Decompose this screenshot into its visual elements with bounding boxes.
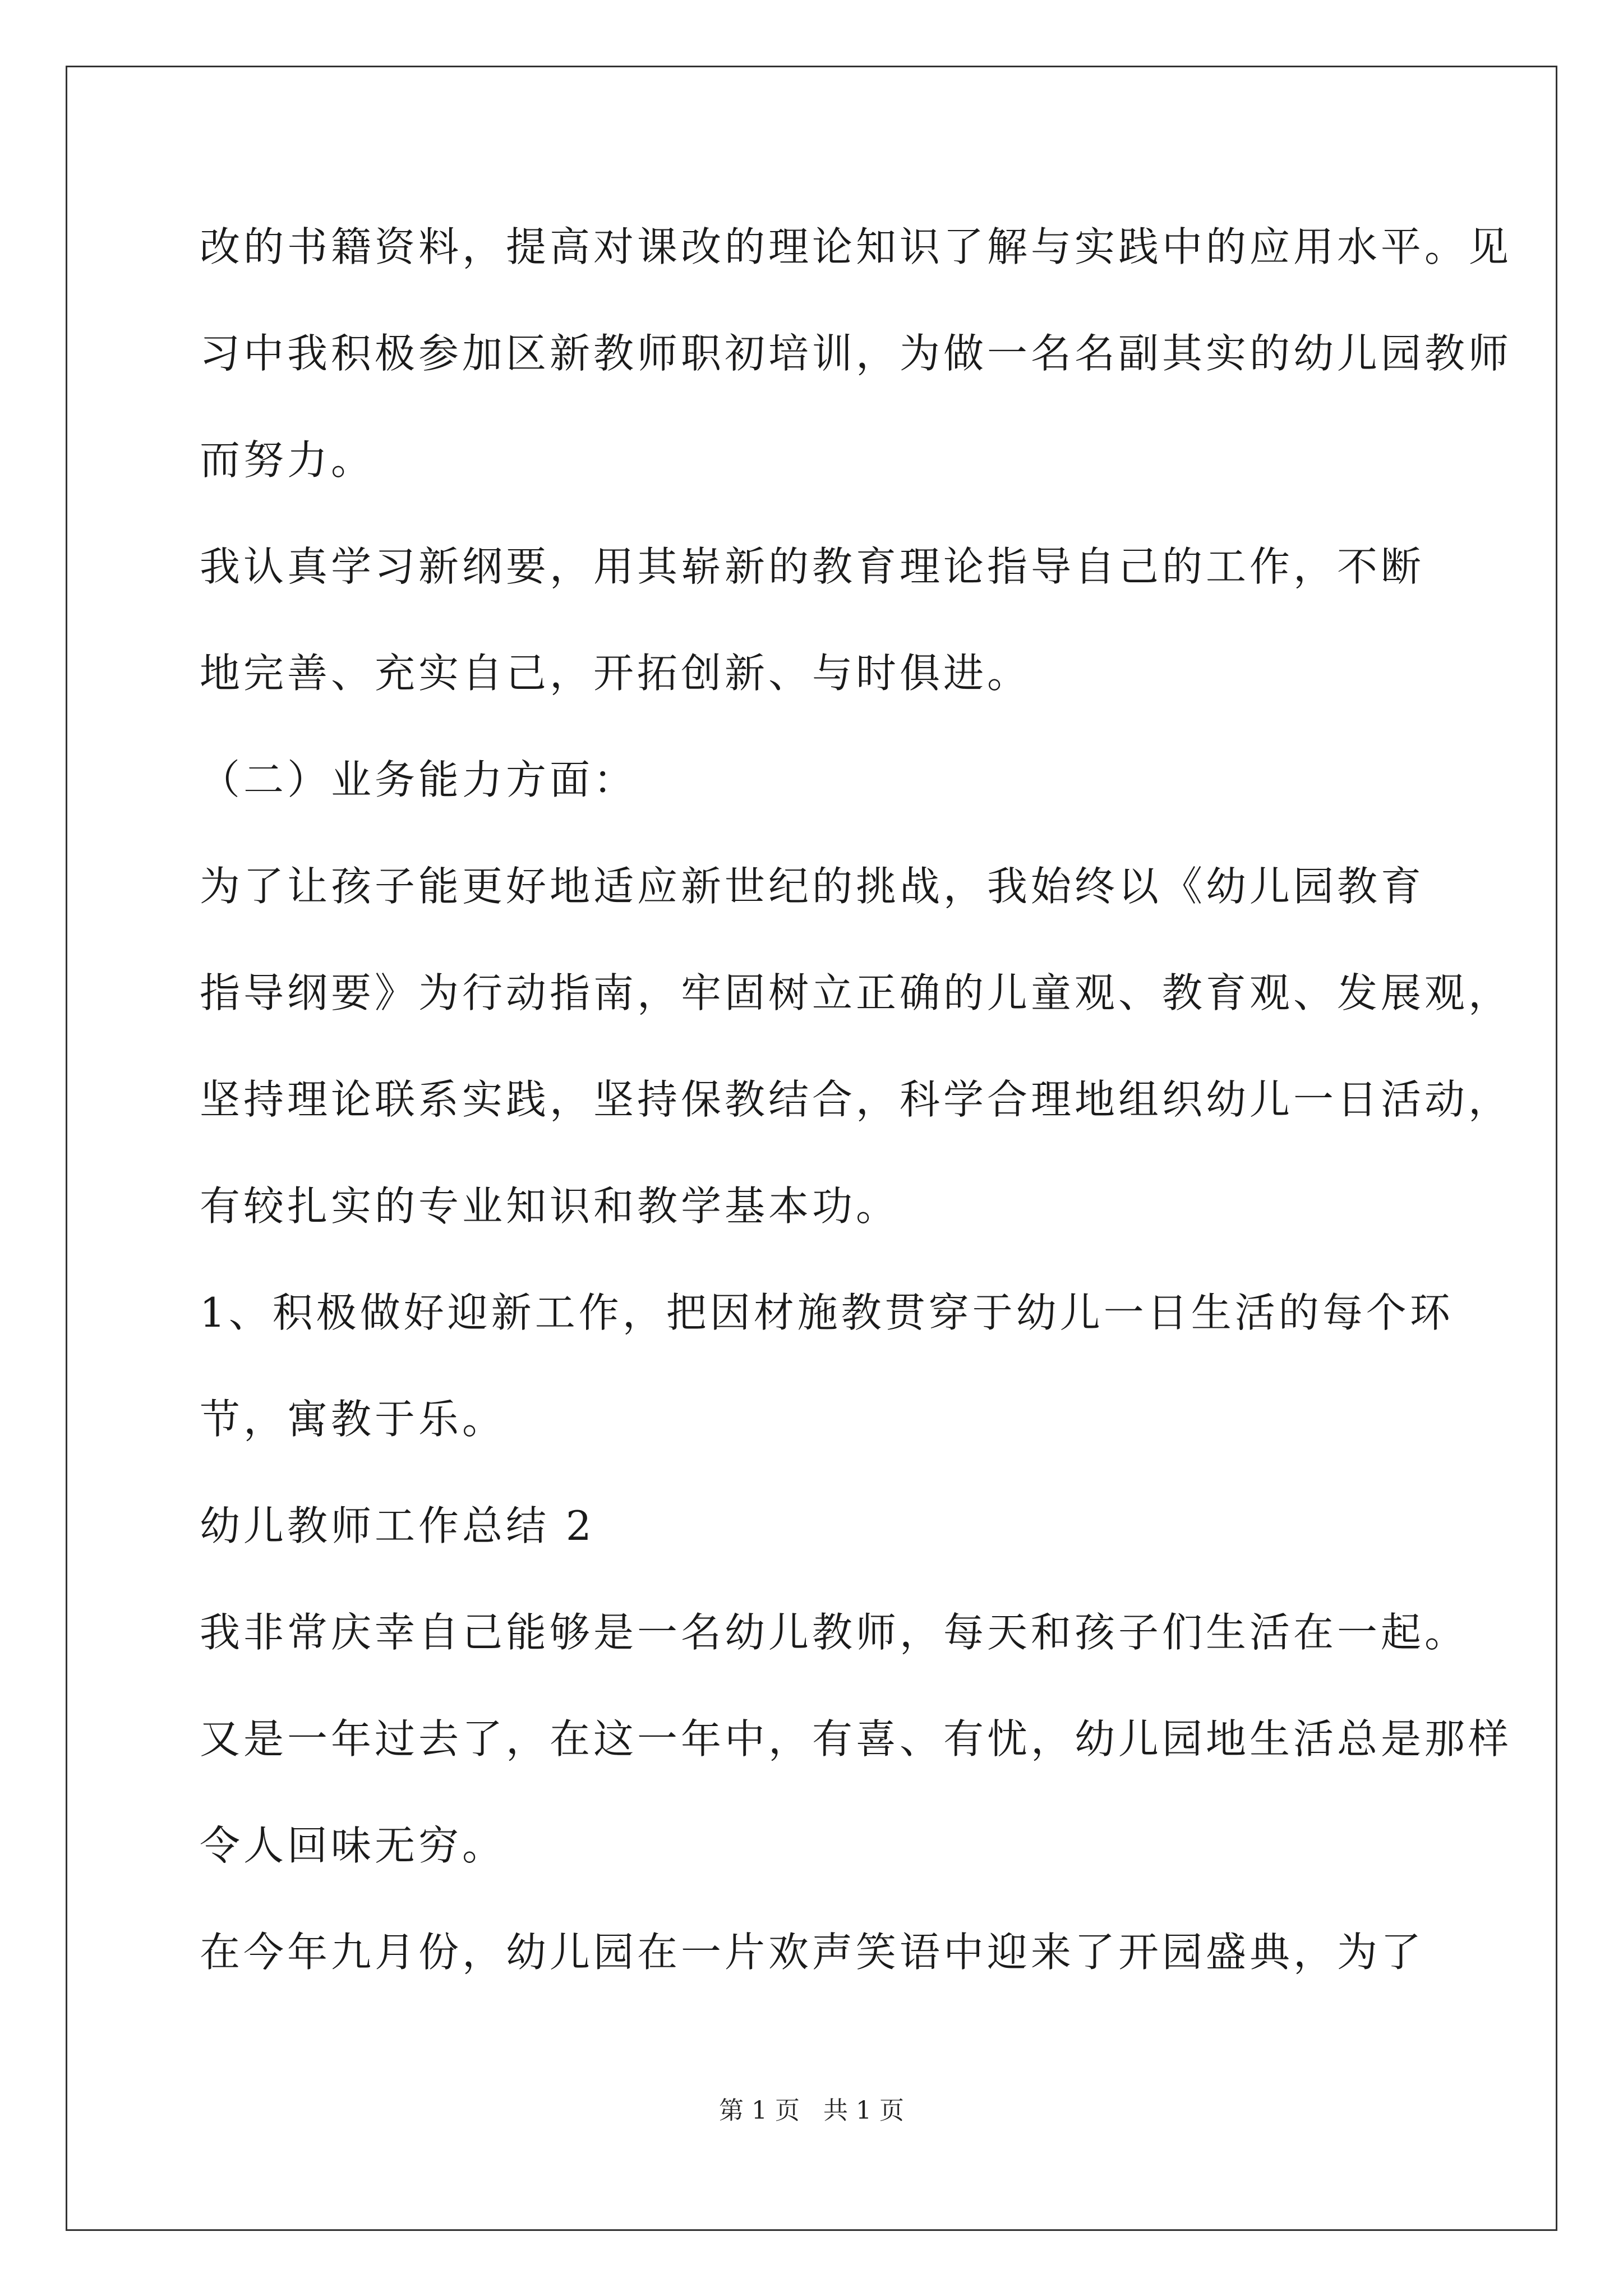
text-line: 1、积极做好迎新工作，把因材施教贯穿于幼儿一日生活的每个环 xyxy=(200,1289,1454,1336)
page-border xyxy=(66,66,1557,2231)
text-line: 有较扎实的专业知识和教学基本功。 xyxy=(200,1182,900,1230)
text-line: 在今年九月份，幼儿园在一片欢声笑语中迎来了开园盛典，为了 xyxy=(200,1929,1425,1976)
text-line: 我认真学习新纲要，用其崭新的教育理论指导自己的工作，不断 xyxy=(200,543,1425,590)
text-line: 改的书籍资料，提高对课改的理论知识了解与实践中的应用水平。见 xyxy=(200,223,1513,270)
page-number-footer: 第 1 页 共 1 页 xyxy=(719,2096,904,2125)
text-line: 又是一年过去了，在这一年中，有喜、有忧，幼儿园地生活总是那样 xyxy=(200,1715,1513,1763)
text-line: 习中我积极参加区新教师职初培训，为做一名名副其实的幼儿园教师 xyxy=(200,330,1513,377)
section-title: 幼儿教师工作总结 2 xyxy=(200,1502,595,1549)
text-line: 节，寓教于乐。 xyxy=(200,1396,506,1443)
text-line: 坚持理论联系实践，坚持保教结合，科学合理地组织幼儿一日活动， xyxy=(200,1076,1513,1123)
text-line: 令人回味无穷。 xyxy=(200,1822,506,1869)
text-line: 地完善、充实自己，开拓创新、与时俱进。 xyxy=(200,650,1031,697)
text-line: 而努力。 xyxy=(200,436,375,484)
text-line: 指导纲要》为行动指南，牢固树立正确的儿童观、教育观、发展观， xyxy=(200,969,1513,1016)
section-heading: （二）业务能力方面： xyxy=(200,756,638,803)
text-line: 我非常庆幸自己能够是一名幼儿教师，每天和孩子们生活在一起。 xyxy=(200,1609,1469,1656)
text-line: 为了让孩子能更好地适应新世纪的挑战，我始终以《幼儿园教育 xyxy=(200,863,1425,910)
